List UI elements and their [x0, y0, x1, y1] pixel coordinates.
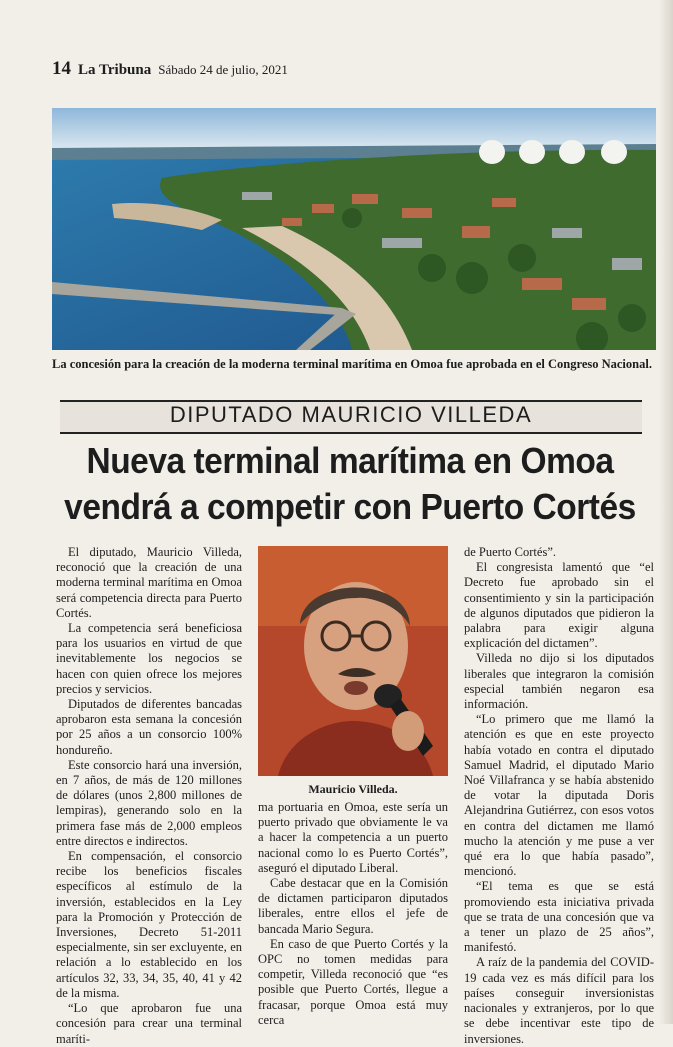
article-column-3	[464, 545, 654, 1047]
paragraph: “Lo que aprobaron fue una concesión para crear una terminal maríti-	[56, 1001, 242, 1046]
paragraph: En caso de que Puerto Cortés y la OPC no tomen medidas para competir, Villeda reconoció que “es posible que Puerto Cortés, llegue a fracasar, porque Omoa está muy cerca	[258, 936, 448, 1027]
paragraph: Cabe destacar que en la Comisión de dictamen participaron diputados liberales, entre ellos el jefe de bancada Mario Segura.	[258, 876, 448, 936]
mauricio-villeda-photo	[258, 546, 448, 776]
paragraph: En compensación, el consorcio recibe los beneficios fiscales específicos al estímulo de la inversión, establecidos en la Ley para la Promoción y Protección de Inversiones, Decreto 51-2011 especialmente, sin ser excluyente, en relación a lo establecido en los artículos 32, 33, 34, 35, 40, 41 y 42 de la misma.	[56, 849, 242, 1000]
portrait-caption: Mauricio Villeda.	[308, 782, 398, 796]
omoa-aerial-photo	[52, 108, 656, 350]
paragraph: Este consorcio hará una inversión, en 7 años, de más de 120 millones de dólares (unos 2,800 millones de lempiras), generando solo en la primera fase más de 2,000 empleos entre directos e indirectos.	[56, 757, 242, 848]
headline-line-2: vendrá a competir con Puerto Cortés	[64, 486, 636, 527]
photo-caption: La concesión para la creación de la moderna terminal marítima en Omoa fue aprobada en el Congreso Nacional.	[52, 357, 652, 371]
page-number: 14	[52, 58, 71, 79]
paragraph: Diputados de diferentes bancadas aprobaron esta semana la concesión por 25 años a un consorcio 100% hondureño.	[56, 697, 242, 757]
article-headline	[62, 438, 639, 530]
issue-date: Sábado 24 de julio, 2021	[158, 62, 288, 77]
paragraph: de Puerto Cortés”.	[464, 545, 556, 559]
paragraph: El diputado, Mauricio Villeda, reconoció que la creación de una moderna terminal marítima en Omoa será competencia directa para Puerto Cortés.	[56, 545, 242, 620]
paragraph: La competencia será beneficiosa para los usuarios en virtud de que inevitablemente los negocios se hacen con quien ofrece los mejores precios y servicios.	[56, 621, 242, 696]
paragraph: ma portuaria en Omoa, este sería un puerto privado que obviamente le va a hacer la competencia a un puerto nacional como lo es Puerto Cortés”, aseguró el diputado Liberal.	[258, 800, 448, 875]
newspaper-name: La Tribuna	[78, 62, 152, 78]
paragraph: “El tema es que se está promoviendo esta iniciativa privada que se trata de una concesión que va a tener un plazo de 25 años”, manifestó.	[464, 879, 654, 955]
page-edge-shadow	[659, 0, 673, 1024]
paragraph: “Lo primero que me llamó la atención es que en este proyecto había votado en contra el diputado Samuel Madrid, el diputado Mario Noé Villafranca y se había abstenido de votar la diputada Doris Alejandrina Gutiérrez, con esos votos en contra del dictamen me llamó mucho la atención y me puse a ver qué era lo que había pasado”, mencionó.	[464, 712, 654, 879]
paragraph: Villeda no dijo si los diputados liberales que integraron la comisión especial también negaron esa información.	[464, 651, 654, 712]
headline-line-1: Nueva terminal marítima en Omoa	[86, 440, 614, 481]
article-kicker: DIPUTADO MAURICIO VILLEDA	[60, 400, 642, 434]
paragraph: El congresista lamentó que “el Decreto fue aprobado sin el consentimiento y sin la participación de algunos diputados que pidieron la palabra para exigir alguna explicación del dictamen”.	[464, 560, 654, 651]
paragraph: A raíz de la pandemia del COVID-19 cada vez es más difícil para los países conseguir inversionistas nacionales y extranjeros, por lo que se debe incentivar este tipo de inversiones.	[464, 955, 654, 1046]
article-column-2	[258, 800, 448, 1028]
article-column-1	[56, 545, 242, 1047]
page-header	[52, 58, 632, 80]
